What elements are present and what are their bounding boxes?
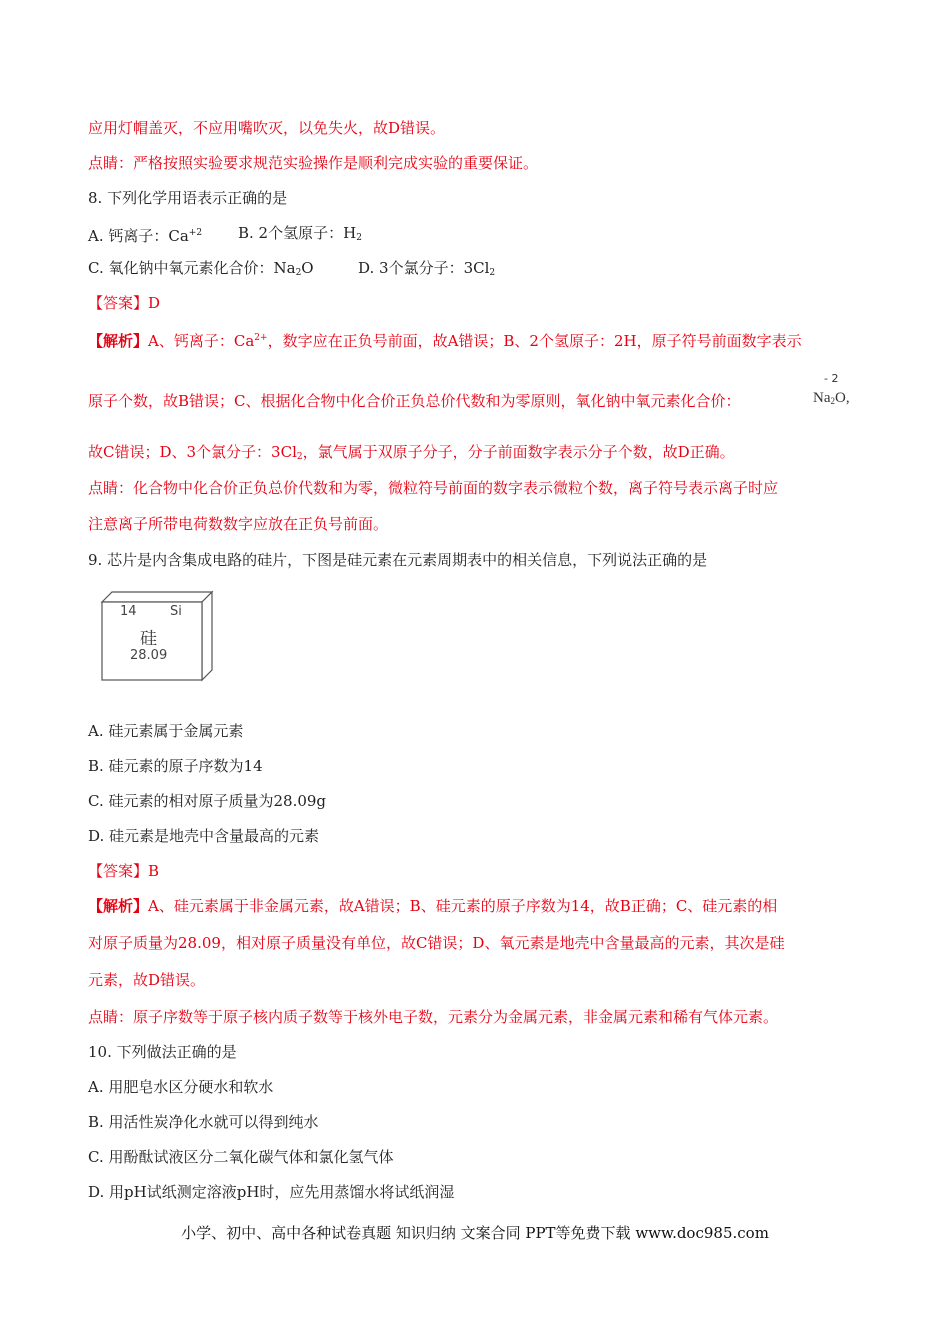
q8-tip-2: 注意离子所带电荷数数字应放在正负号前面。 [88,515,389,533]
q8-tip-1: 点睛：化合物中化合价正负总价代数和为零，微粒符号前面的数字表示微粒个数，离子符号表示离子时应 [88,479,779,497]
element-symbol: Si [170,604,182,619]
element-box-outline [100,590,214,682]
q9-explanation-2: 对原子质量为28.09，相对原子质量没有单位，故C错误；D、氧元素是地壳中含量最高的元素，其次是硅 [88,934,785,952]
q9-tip: 点睛：原子序数等于原子核内质子数等于核外电子数，元素分为金属元素，非金属元素和稀有气体元素。 [88,1008,779,1026]
q9-option-b: B. 硅元素的原子序数为14 [88,757,263,775]
q10-option-c: C. 用酚酞试液区分二氧化碳气体和氯化氢气体 [88,1148,394,1166]
atomic-mass: 28.09 [130,648,168,663]
q10-option-d: D. 用pH试纸测定溶液pH时，应先用蒸馏水将试纸润湿 [88,1183,455,1201]
question-8: 8. 下列化学用语表示正确的是 [88,189,288,207]
silicon-element-card [100,590,214,682]
explanation-line: 应用灯帽盖灭，不应用嘴吹灭，以免失火，故D错误。 [88,119,446,137]
page-footer: 小学、初中、高中各种试卷真题 知识归纳 文案合同 PPT等免费下载 www.doc985.com [181,1224,769,1242]
valence-mark: - 2 [824,372,839,385]
q8-answer: 【答案】D [88,294,161,312]
q10-option-a: A. 用肥皂水区分硬水和软水 [88,1078,274,1096]
q9-explanation-3: 元素，故D错误。 [88,971,206,989]
na2o-formula: $Na_2O$, [813,390,850,406]
q8-option-d: D. 3个氯分子：$3Cl_2$ [358,259,496,278]
q8-explanation-1: 【解析】A、钙离子：$Ca^{2+}$，数字应在正负号前面，故A错误；B、2个氢原子：2H，原子符号前面数字表示 [88,332,802,350]
q8-option-c: C. 氧化钠中氧元素化合价：$Na_2O$ [88,259,314,278]
tip-line: 点睛：严格按照实验要求规范实验操作是顺利完成实验的重要保证。 [88,154,539,172]
q9-option-a: A. 硅元素属于金属元素 [88,722,244,740]
q9-explanation-1: 【解析】A、硅元素属于非金属元素，故A错误；B、硅元素的原子序数为14，故B正确；C、硅元素的相 [88,897,778,915]
q9-option-c: C. 硅元素的相对原子质量为28.09g [88,792,327,810]
q8-explanation-3: 故C错误；D、3个氯分子：$3Cl_2$，氯气属于双原子分子，分子前面数字表示分子个数，故D正确。 [88,443,735,462]
atomic-number: 14 [120,604,137,619]
q10-option-b: B. 用活性炭净化水就可以得到纯水 [88,1113,319,1131]
q8-explanation-2: 原子个数，故B错误；C、根据化合物中化合价正负总价代数和为零原则，氧化钠中氧元素化合价： [88,392,741,410]
q8-option-b: B. 2个氢原子：$H_2$ [238,224,362,243]
element-name: 硅 [140,629,157,649]
q9-answer: 【答案】B [88,862,160,880]
question-10: 10. 下列做法正确的是 [88,1043,237,1061]
q9-option-d: D. 硅元素是地壳中含量最高的元素 [88,827,320,845]
question-9: 9. 芯片是内含集成电路的硅片，下图是硅元素在元素周期表中的相关信息，下列说法正确的是 [88,551,708,569]
q8-option-a: A. 钙离子：$Ca^{+2}$ [88,227,203,245]
